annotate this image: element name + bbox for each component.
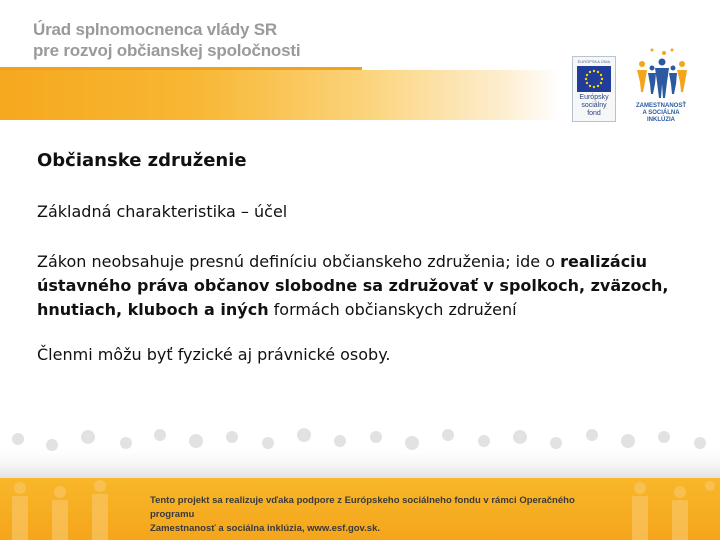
footer-line1: Tento projekt sa realizuje vďaka podpore z Európskeho sociálneho fondu v rámci Operačného programu	[150, 495, 575, 520]
members-paragraph: Členmi môžu byť fyzické aj právnické osoby.	[37, 345, 391, 364]
slide-heading: Občianske združenie	[37, 150, 247, 171]
esf-logo	[572, 56, 616, 122]
definition-paragraph	[37, 250, 677, 322]
crowd-silhouette-decoration	[0, 425, 720, 483]
ez-logo-line2: A SOCIÁLNA INKLÚZIA	[642, 110, 680, 123]
eu-flag-icon	[577, 66, 611, 92]
slide-header	[0, 0, 720, 125]
slide-footer	[0, 478, 720, 540]
paragraph-text-1: Zákon neobsahuje presnú definíciu občianskeho združenia; ide o	[37, 252, 561, 271]
office-title-line1: Úrad splnomocnenca vlády SR	[33, 20, 278, 39]
people-figures-icon	[628, 48, 694, 104]
esf-logo-text: Európsky sociálny fond	[579, 94, 609, 117]
paragraph-bold-text: realizáciu ústavného práva občanov slobodne sa združovať v spolkoch, zväzoch, hnutiach, kluboch a iných	[37, 252, 669, 319]
footer-line2: Zamestnanosť a sociálna inklúzia, www.esf.gov.sk.	[150, 523, 380, 534]
office-title-line2: pre rozvoj občianskej spoločnosti	[33, 41, 301, 60]
header-orange-band	[0, 70, 560, 120]
employment-inclusion-logo-text	[628, 103, 694, 124]
ez-logo-line1: ZAMESTNANOSŤ	[636, 103, 686, 109]
paragraph-text-2: formách občianskych združení	[268, 300, 517, 319]
footer-funding-text	[150, 494, 610, 536]
esf-logo-caption: EURÓPSKA ÚNIA	[577, 59, 611, 64]
employment-inclusion-logo	[628, 48, 694, 122]
slide-subheading: Základná charakteristika – účel	[37, 202, 288, 221]
